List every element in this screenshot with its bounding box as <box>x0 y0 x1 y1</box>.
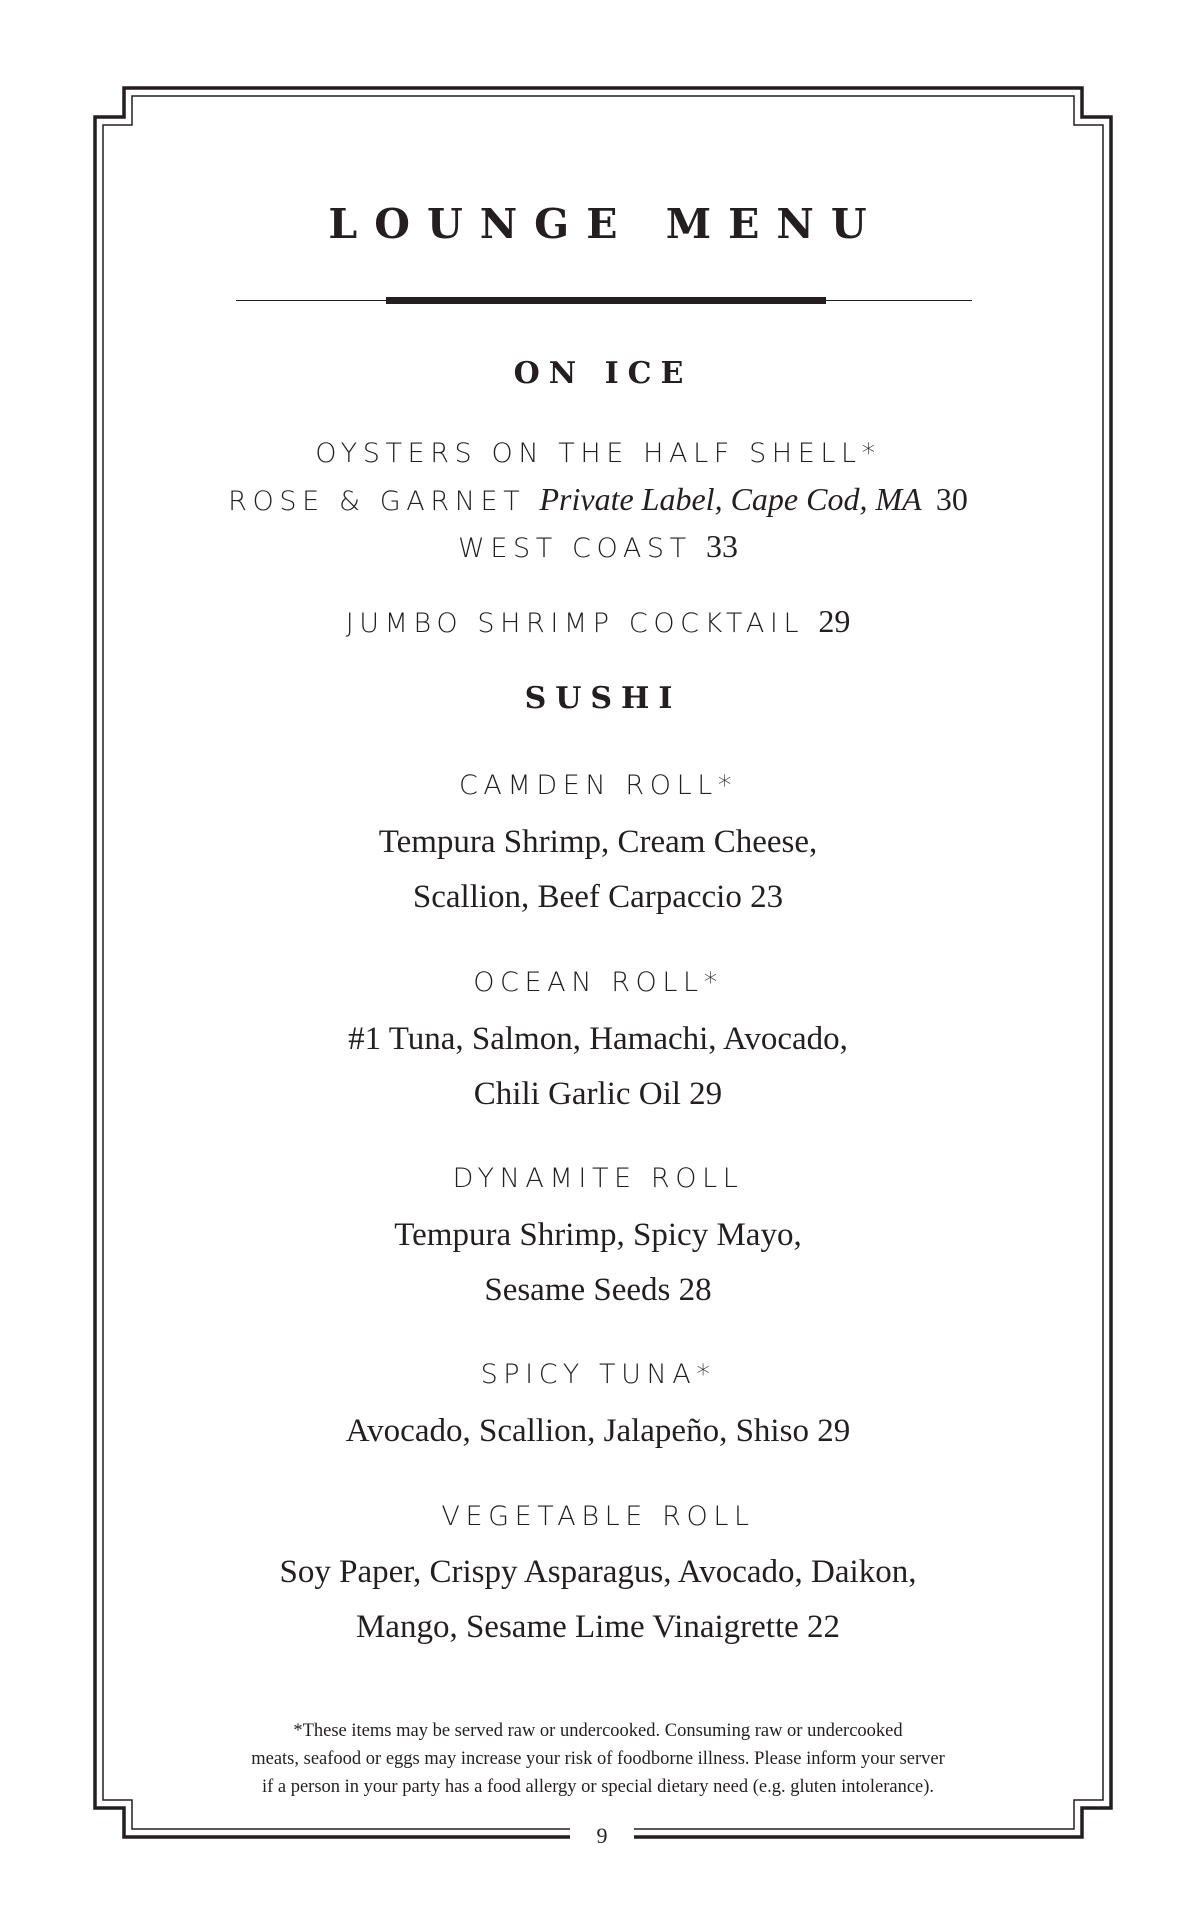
page-title: LOUNGE MENU <box>328 200 884 248</box>
sushi-item-name: DYNAMITE ROLL <box>452 1163 744 1194</box>
sushi-item-name: OCEAN ROLL* <box>473 967 723 998</box>
footnote-line: *These items may be served raw or undercooked. Consuming raw or undercooked <box>293 1721 903 1741</box>
sushi-item-description: Soy Paper, Crispy Asparagus, Avocado, Daikon, <box>279 1554 917 1590</box>
footnote-line: if a person in your party has a food allergy or special dietary need (e.g. gluten intolerance). <box>261 1777 935 1797</box>
sushi-item-name: SPICY TUNA* <box>480 1359 716 1390</box>
sushi-item-name: CAMDEN ROLL* <box>458 770 738 801</box>
oysters-heading: OYSTERS ON THE HALF SHELL* <box>315 438 881 469</box>
page-number: 9 <box>570 1823 634 1849</box>
item-name: JUMBO SHRIMP COCKTAIL <box>345 608 805 639</box>
item-note: Private Label, Cape Cod, MA <box>539 481 922 517</box>
section-heading-sushi: SUSHI <box>524 681 682 716</box>
sushi-item-description: Mango, Sesame Lime Vinaigrette 22 <box>355 1609 841 1645</box>
menu-item-rose-garnet <box>0 481 1196 520</box>
item-price: 33 <box>705 528 738 564</box>
sushi-item-description: Scallion, Beef Carpaccio 23 <box>412 879 784 915</box>
section-heading-on-ice: ON ICE <box>513 356 693 391</box>
sushi-item-description: Avocado, Scallion, Jalapeño, Shiso 29 <box>345 1413 851 1449</box>
sushi-item-description: Sesame Seeds 28 <box>484 1272 712 1308</box>
sushi-item-description: Tempura Shrimp, Spicy Mayo, <box>394 1217 802 1253</box>
item-price: 30 <box>935 481 968 517</box>
item-price: 29 <box>818 603 851 639</box>
footnote-line: meats, seafood or eggs may increase your risk of foodborne illness. Please inform your server <box>251 1749 945 1769</box>
menu-item-west-coast <box>0 528 1196 567</box>
sushi-item-description: Chili Garlic Oil 29 <box>473 1076 723 1112</box>
sushi-item-description: Tempura Shrimp, Cream Cheese, <box>378 824 818 860</box>
sushi-item-name: VEGETABLE ROLL <box>441 1501 755 1532</box>
item-name: ROSE & GARNET <box>228 486 526 517</box>
title-divider-thick <box>386 297 826 304</box>
menu-item-jumbo-shrimp <box>0 603 1196 642</box>
sushi-item-description: #1 Tuna, Salmon, Hamachi, Avocado, <box>348 1021 848 1057</box>
allergy-footnote <box>0 1717 1196 1801</box>
item-name: WEST COAST <box>458 533 692 564</box>
